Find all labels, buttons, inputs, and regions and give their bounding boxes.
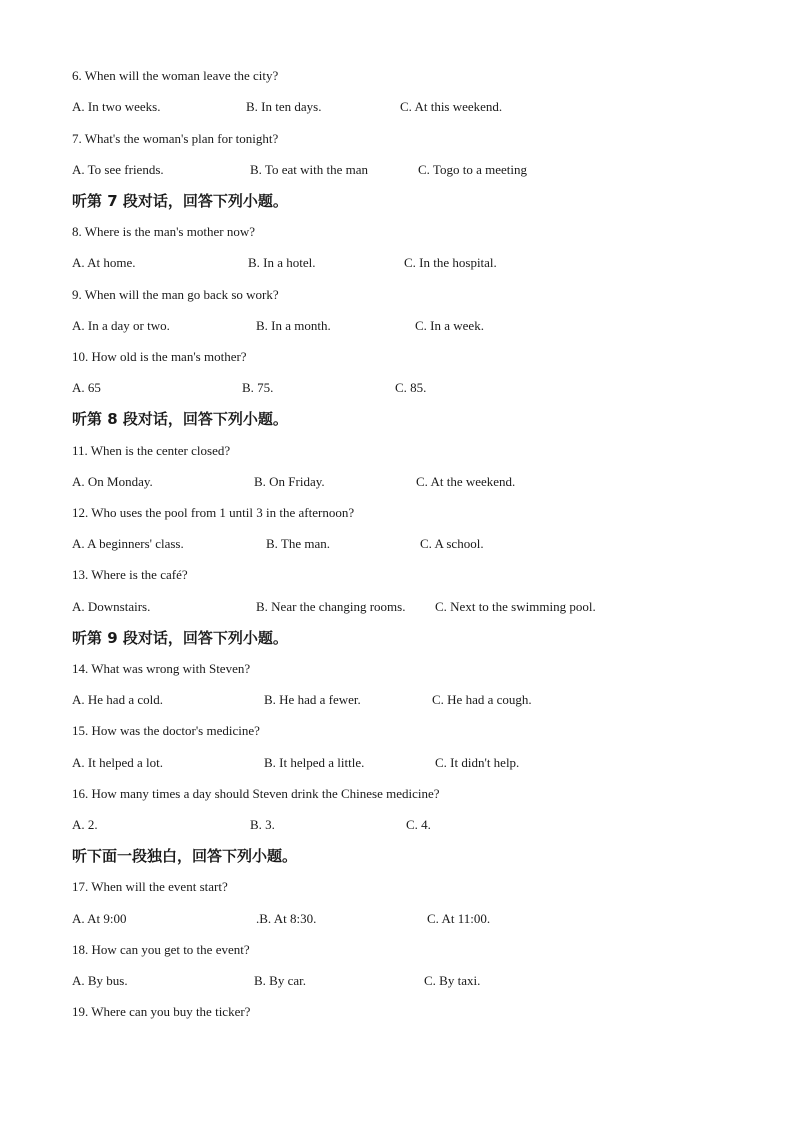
option-a: A. A beginners' class. [72, 536, 184, 551]
option-a: A. By bus. [72, 973, 128, 988]
option-a: A. 2. [72, 817, 98, 832]
question-15: 15. How was the doctor's medicine? [72, 723, 260, 738]
question-16: 16. How many times a day should Steven drink the Chinese medicine? [72, 786, 440, 801]
option-a: A. At home. [72, 255, 136, 270]
question-13: 13. Where is the café? [72, 567, 188, 582]
option-b: B. In a month. [256, 318, 331, 333]
options-q7 [72, 162, 722, 178]
question-19: 19. Where can you buy the ticker? [72, 1004, 251, 1019]
options-q10 [72, 380, 722, 396]
question-6: 6. When will the woman leave the city? [72, 68, 279, 83]
option-a: A. To see friends. [72, 162, 164, 177]
option-a: A. At 9:00 [72, 911, 127, 926]
section-heading-7: 听第 7 段对话，回答下列小题。 [72, 192, 288, 210]
option-c: C. A school. [420, 536, 484, 551]
options-q12 [72, 536, 722, 552]
option-b: B. It helped a little. [264, 755, 365, 770]
option-b: B. Near the changing rooms. [256, 599, 406, 614]
section-heading-monologue: 听下面一段独白，回答下列小题。 [72, 847, 298, 865]
option-b: .B. At 8:30. [256, 911, 317, 926]
option-c: C. By taxi. [424, 973, 481, 988]
option-a: A. In two weeks. [72, 99, 161, 114]
options-q15 [72, 755, 722, 771]
option-b: B. The man. [266, 536, 331, 551]
option-c: C. At the weekend. [416, 474, 516, 489]
section-heading-9: 听第 9 段对话，回答下列小题。 [72, 629, 288, 647]
question-7: 7. What's the woman's plan for tonight? [72, 131, 279, 146]
option-a: A. On Monday. [72, 474, 153, 489]
option-c: C. In a week. [415, 318, 484, 333]
options-q18 [72, 973, 722, 989]
options-q16 [72, 817, 722, 833]
option-c: C. In the hospital. [404, 255, 497, 270]
option-c: C. It didn't help. [435, 755, 520, 770]
option-b: B. To eat with the man [250, 162, 368, 177]
options-q17 [72, 911, 722, 927]
question-18: 18. How can you get to the event? [72, 942, 250, 957]
option-a: A. It helped a lot. [72, 755, 163, 770]
option-b: B. 75. [242, 380, 274, 395]
options-q13 [72, 599, 722, 615]
option-c: C. At this weekend. [400, 99, 503, 114]
question-10: 10. How old is the man's mother? [72, 349, 247, 364]
options-q9 [72, 318, 722, 334]
question-14: 14. What was wrong with Steven? [72, 661, 251, 676]
section-heading-8: 听第 8 段对话，回答下列小题。 [72, 410, 288, 428]
question-11: 11. When is the center closed? [72, 443, 231, 458]
option-a: A. He had a cold. [72, 692, 163, 707]
options-q14 [72, 692, 722, 708]
option-b: B. On Friday. [254, 474, 325, 489]
question-9: 9. When will the man go back so work? [72, 287, 279, 302]
option-b: B. By car. [254, 973, 306, 988]
option-c: C. At 11:00. [427, 911, 491, 926]
option-b: B. He had a fewer. [264, 692, 361, 707]
options-q8 [72, 255, 722, 271]
question-12: 12. Who uses the pool from 1 until 3 in the afternoon? [72, 505, 355, 520]
options-q6 [72, 99, 722, 115]
option-a: A. Downstairs. [72, 599, 151, 614]
option-c: C. 4. [406, 817, 431, 832]
option-b: B. In a hotel. [248, 255, 316, 270]
option-c: C. Next to the swimming pool. [435, 599, 596, 614]
option-b: B. In ten days. [246, 99, 322, 114]
option-a: A. In a day or two. [72, 318, 170, 333]
question-17: 17. When will the event start? [72, 879, 228, 894]
option-b: B. 3. [250, 817, 275, 832]
option-c: C. He had a cough. [432, 692, 532, 707]
question-8: 8. Where is the man's mother now? [72, 224, 255, 239]
option-c: C. 85. [395, 380, 427, 395]
option-a: A. 65 [72, 380, 101, 395]
option-c: C. Togo to a meeting [418, 162, 527, 177]
options-q11 [72, 474, 722, 490]
